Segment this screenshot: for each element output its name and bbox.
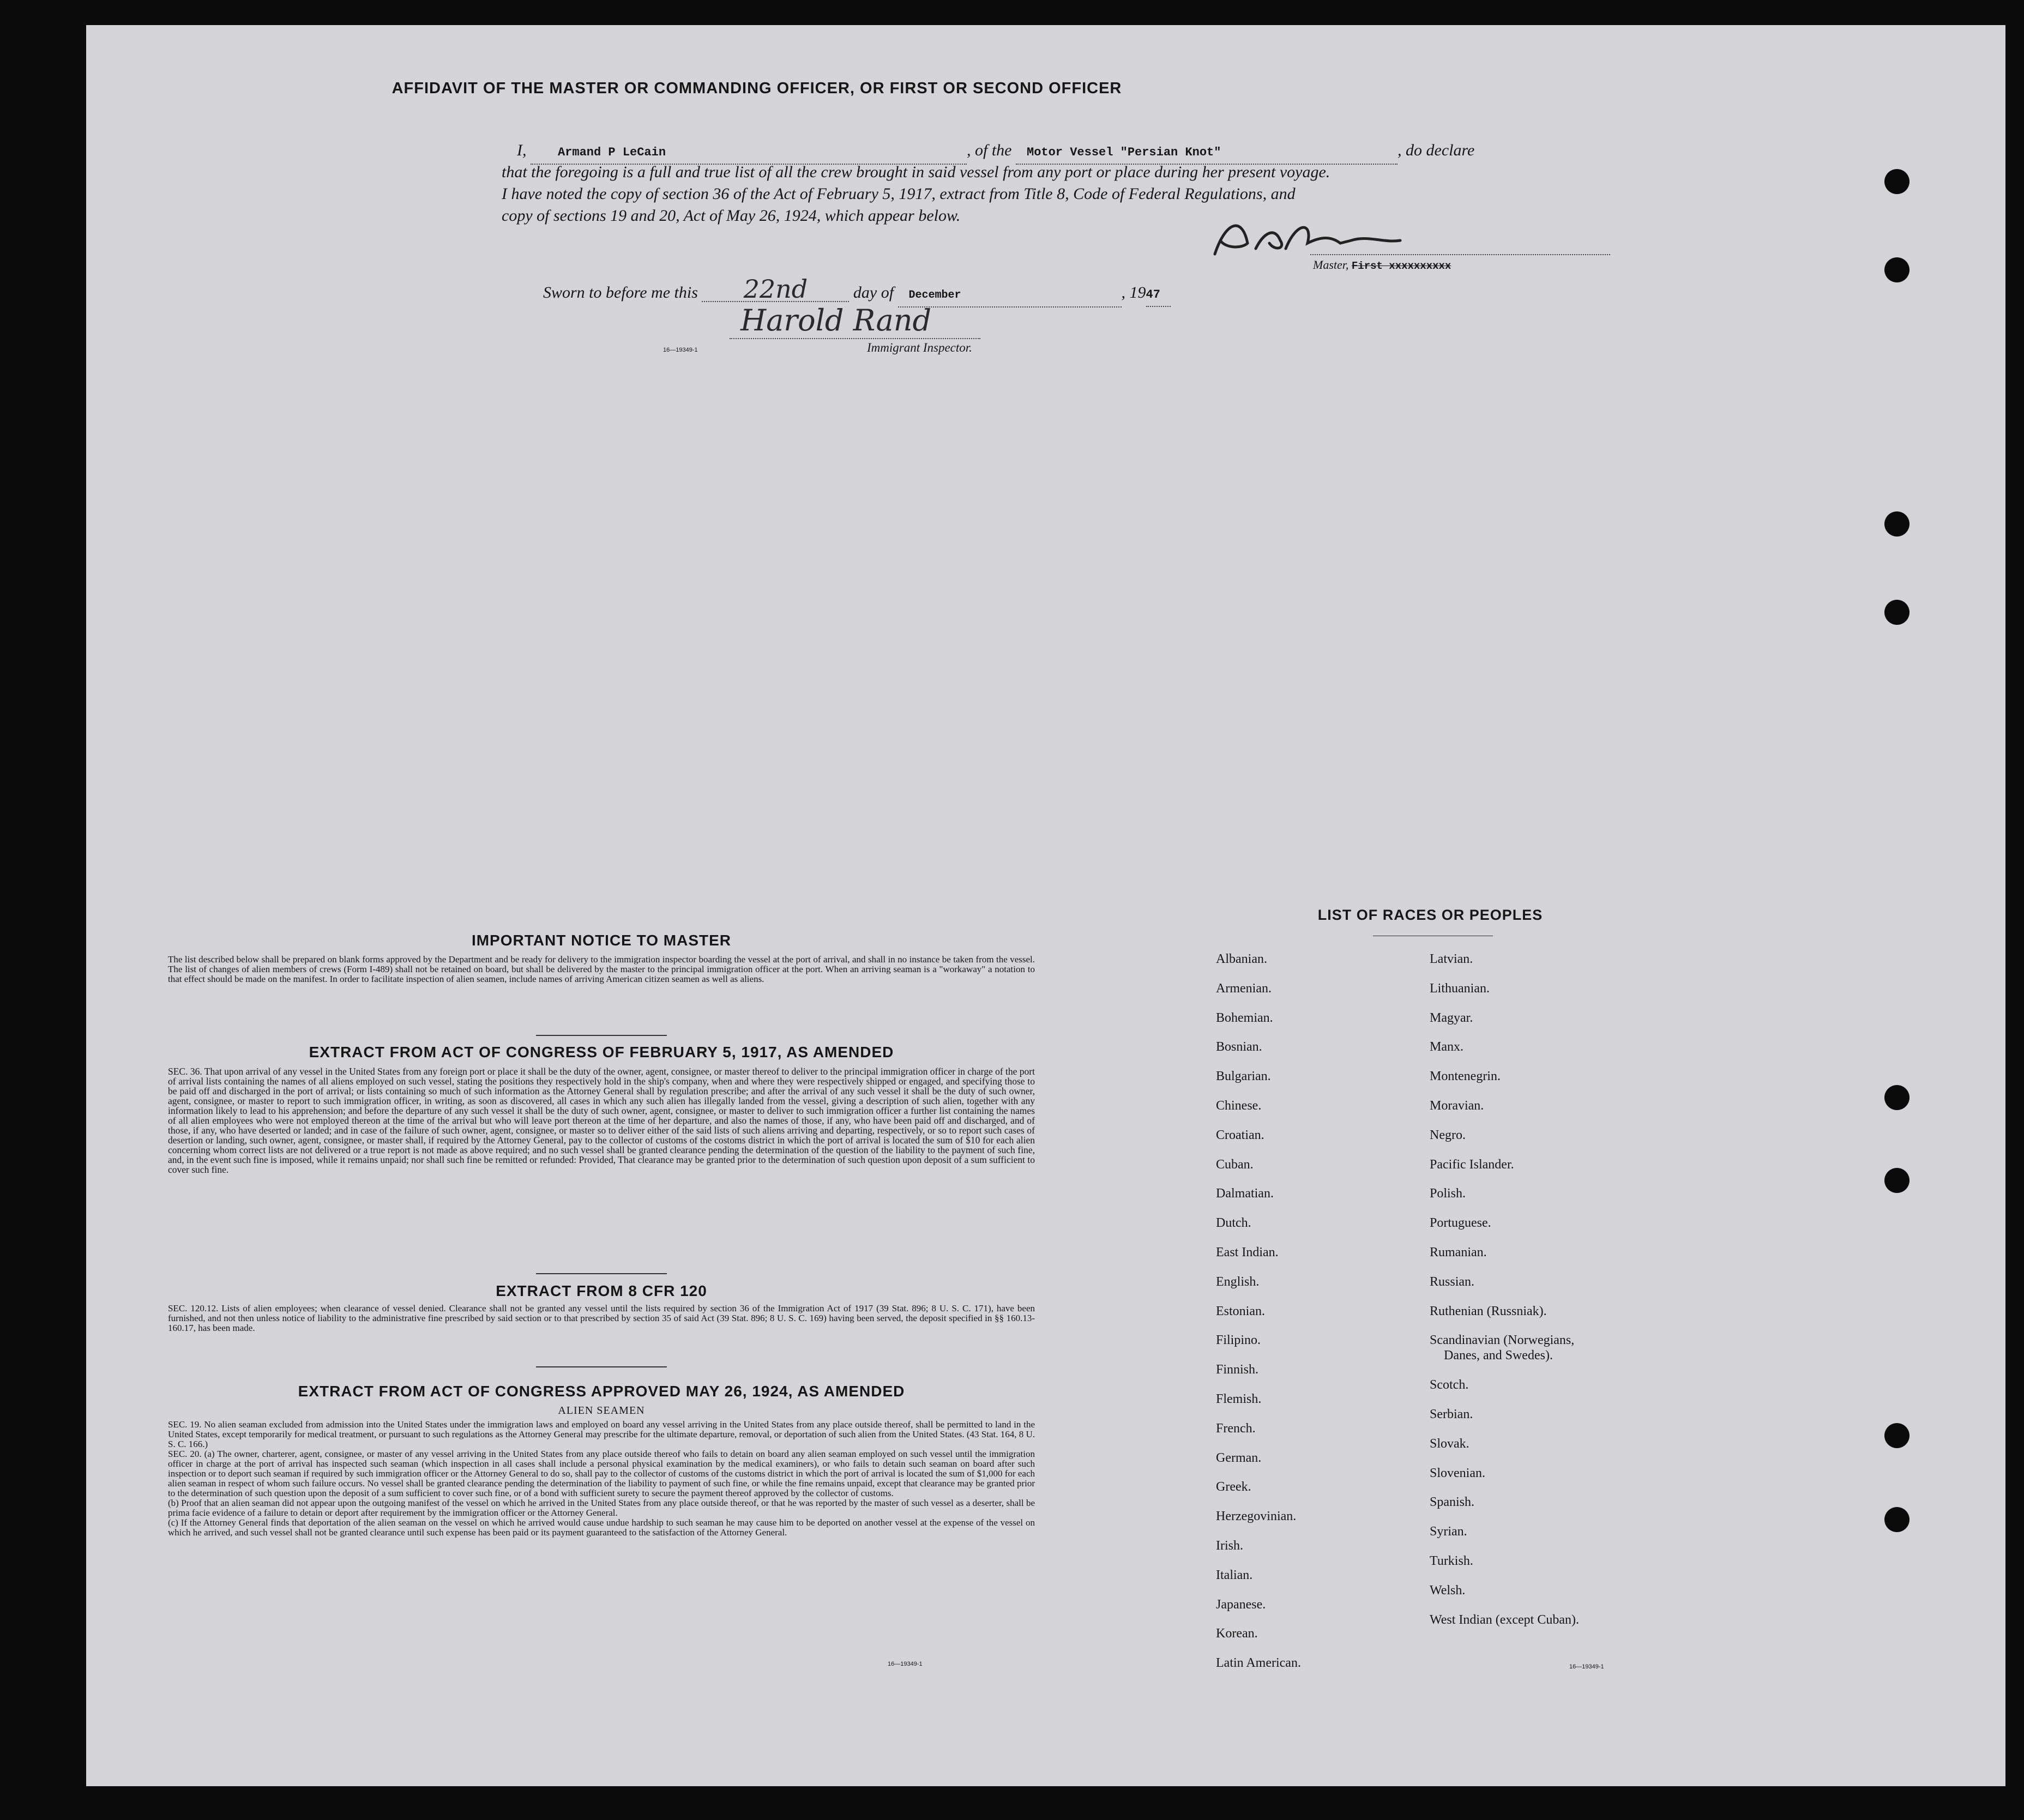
master-label: Master, (1313, 258, 1349, 272)
affidavit-form-number: 16—19349-1 (663, 347, 698, 353)
race-item: Irish. (1216, 1539, 1243, 1553)
race-item: Serbian. (1430, 1407, 1473, 1421)
race-item: Estonian. (1216, 1304, 1265, 1318)
affidavit-line-4: copy of sections 19 and 20, Act of May 26, 1924, which appear below. (502, 207, 961, 225)
extract-1917-body: SEC. 36. That upon arrival of any vessel in the United States from any foreign port or place it shall be the duty of the owner, agent, consignee, or master thereof to deliver to the principal immigration officer in charge of the port of arrival lists containing the names of all aliens employed on such vessel, stating the positions they respectively hold in the ship's company, when and where they were respectively shipped or engaged, and specifying those to be paid off and discharged in the port of arrival; or lists containing so much of such information as the Attorney General shall by regulation prescribe; and after the arrival of any such vessel it shall be the duty of such owner, agent, consignee, or master to report to such immigration officer, in writing, as soon as discovered, all cases in which any such alien has illegally landed from the vessel, giving a description of such alien, together with any information likely to lead to his apprehension; and before the departure of any such vessel it shall be the duty of such owner, agent, consignee, or master to deliver to such immigration officer a further list containing the names of all alien employees who were not employed thereon at the time of the arrival but who will leave port thereon at the time of her departure, and also the names of those, if any, who have been paid off and discharged, and of those, if any, who have deserted or landed; and in case of the failure of such owner, agent, consignee, or master so to deliver either of the said lists of such aliens arriving and departing, respectively, or so to report such cases of desertion or landing, such owner, agent, consignee, or master shall, if required by the Attorney General, pay to the collector of customs of the costoms district in which the port of arrival is located the sum of $10 for each alien concerning whom correct lists are not delivered or a true report is not made as above required; and no such vessel shall be granted clearance pending the determination of the question of the liability to the payment of such fine, and, in the event such fine is imposed, while it remains unpaid; nor shall such fine be remitted or refunded: Provided, That clearance may be granted prior to the determination of such question upon deposit of a sum sufficient to cover such fine. (168, 1066, 1035, 1175)
sec-20a-text: SEC. 20. (a) The owner, charterer, agent, consignee, or master of any vessel arriving in the United States from any place outside thereof who fails to detain on board any alien seaman employed on such vessel until the immigration officer in charge at the port of arrival has inspected such seaman (which inspection in all cases shall include a personal physical examination by the medical examiners), or who fails to detain such seaman on board after such inspection or to deport such seaman if required by such immigration officer or the Attorney General to do so, shall pay to the collector of customs of the customs district in which the port of arrival is located the sum of $1,000 for each alien seaman in respect of whom such failure occurs. No vessel shall be granted clearance pending the determination of the liability to payment of such fine, or while the fine remains unpaid, except that clearance may be granted prior to the determination of such question upon the deposit of a sum sufficient to cover such fine, or of a bond with sufficient surety to secure the payment thereof approved by the collector of customs. (168, 1449, 1035, 1498)
day-of-label: day of (853, 284, 894, 302)
i-label: I, (517, 141, 527, 159)
notice-body: The list described below shall be prepared on blank forms approved by the Department and be ready for delivery to the immigration inspector boarding the vessel at the port of arrival, and shall in no instance be taken from the vessel. The list of changes of alien members of crews (Form I-489) shall not be retained on board, but shall be delivered by the master to the principal immigration officer at the port. When an arriving seaman is a "workaway" a notation to that effect should be made on the manifest. In order to facilitate inspection of alien seamen, include names of arriving American citizen seamen as well as aliens. (168, 954, 1035, 984)
race-item: Filipino. (1216, 1333, 1261, 1348)
race-item: Montenegrin. (1430, 1069, 1501, 1084)
extract-1917-title: EXTRACT FROM ACT OF CONGRESS OF FEBRUARY 5, 1917, AS AMENDED (309, 1044, 894, 1060)
affidavit-line-2: that the foregoing is a full and true list of all the crew brought in said vessel from any port or place during her present voyage. (502, 163, 1330, 181)
of-the-label: , of the (967, 141, 1012, 159)
binder-hole (1884, 511, 1909, 537)
race-item: Magyar. (1430, 1010, 1473, 1025)
master-title-row (1313, 254, 1451, 277)
struck-officer-title: First xxxxxxxxxx (1351, 260, 1451, 272)
race-item: Scotch. (1430, 1378, 1469, 1393)
race-item: Slovenian. (1430, 1466, 1485, 1480)
race-item: Italian. (1216, 1568, 1253, 1582)
race-item: Croatian. (1216, 1128, 1264, 1142)
sworn-day-field: 22nd (702, 277, 849, 302)
race-item: Ruthenian (Russniak). (1430, 1304, 1547, 1318)
races-form-number: 16—19349-1 (1569, 1664, 1604, 1670)
race-item: Bosnian. (1216, 1040, 1262, 1054)
race-item: Cuban. (1216, 1157, 1254, 1172)
race-item: Slovak. (1430, 1436, 1469, 1451)
race-item: Manx. (1430, 1040, 1463, 1054)
race-item: Welsh. (1430, 1583, 1466, 1598)
alien-seamen-subtitle: ALIEN SEAMEN (558, 1405, 645, 1417)
race-item: Polish. (1430, 1186, 1466, 1201)
race-item: Dutch. (1216, 1216, 1251, 1231)
extract-form-number: 16—19349-1 (888, 1661, 923, 1667)
binder-hole (1884, 1085, 1909, 1110)
race-item: East Indian. (1216, 1245, 1279, 1259)
binder-hole (1884, 1423, 1909, 1448)
race-item: Latin American. (1216, 1656, 1301, 1671)
affidavit-title: AFFIDAVIT OF THE MASTER OR COMMANDING OFFICER, OR FIRST OR SECOND OFFICER (391, 80, 1122, 97)
inspector-label: Immigrant Inspector. (867, 341, 972, 354)
race-item: Turkish. (1430, 1554, 1473, 1568)
affidavit-line-3: I have noted the copy of section 36 of the Act of February 5, 1917, extract from Title 8, Code of Federal Regulations, and (502, 185, 1296, 203)
race-item: Flemish. (1216, 1392, 1262, 1406)
race-item: Portuguese. (1430, 1216, 1491, 1231)
do-declare-label: , do declare (1397, 141, 1475, 159)
sec-19-text: SEC. 19. No alien seaman excluded from admission into the United States under the immigration laws and employed on board any vessel arriving in the United States from any place outside thereof, shall be permitted to land in the United States, except temporarily for medical treatment, or pursuant to such regulations as the Attorney General may prescribe for the ultimate departure, removal, or deportation of such alien from the United States. (43 Stat. 164, 8 U. S. C. 166.) (168, 1419, 1035, 1449)
master-name-field: Armand P LeCain (531, 142, 967, 165)
race-item: Syrian. (1430, 1524, 1467, 1539)
binder-hole (1884, 1507, 1909, 1532)
divider (536, 1035, 667, 1036)
race-item: Armenian. (1216, 981, 1272, 996)
document-page (86, 25, 2005, 1786)
vessel-name-field: Motor Vessel "Persian Knot" (1016, 142, 1397, 165)
race-item: Greek. (1216, 1480, 1251, 1494)
race-item: Lithuanian. (1430, 981, 1490, 996)
race-item: West Indian (except Cuban). (1430, 1612, 1579, 1627)
race-item: Latvian. (1430, 952, 1473, 966)
sworn-month-field: December (898, 285, 1122, 308)
inspector-signature: Harold Rand (740, 303, 932, 338)
race-item: Korean. (1216, 1626, 1258, 1641)
extract-1924-title: EXTRACT FROM ACT OF CONGRESS APPROVED MAY 26, 1924, AS AMENDED (298, 1383, 905, 1400)
races-title: LIST OF RACES OR PEOPLES (1317, 907, 1543, 923)
race-item: Rumanian. (1430, 1245, 1487, 1259)
binder-hole (1884, 1168, 1909, 1193)
race-item: Japanese. (1216, 1597, 1266, 1612)
race-item: French. (1216, 1421, 1256, 1436)
race-item: Scandinavian (Norwegians, (1430, 1333, 1575, 1348)
race-item: Finnish. (1216, 1363, 1259, 1377)
extract-1924-sec19 (168, 1420, 1035, 1538)
binder-hole (1884, 600, 1909, 625)
race-item: Moravian. (1430, 1099, 1484, 1113)
race-item: Pacific Islander. (1430, 1157, 1514, 1172)
race-item: Dalmatian. (1216, 1186, 1274, 1201)
race-item: Herzegovinian. (1216, 1509, 1297, 1524)
extract-cfr-title: EXTRACT FROM 8 CFR 120 (496, 1282, 707, 1299)
race-item: Negro. (1430, 1128, 1466, 1142)
race-item: English. (1216, 1274, 1260, 1289)
binder-hole (1884, 169, 1909, 194)
divider (536, 1366, 667, 1367)
race-item: Russian. (1430, 1274, 1475, 1289)
binder-hole (1884, 257, 1909, 282)
sworn-label: Sworn to before me this (543, 284, 698, 302)
extract-cfr-body: SEC. 120.12. Lists of alien employees; when clearance of vessel denied. Clearance shall not be granted any vessel until the lists required by section 36 of the Immigration Act of 1917 (39 Stat. 896; 8 U. S. C. 171), have been furnished, and not then unless notice of liability to the administrative fine prescribed by said section or to that prescribed by section 35 of said Act (39 Stat. 896; 8 U. S. C. 169) having been served, the deposit specified in §§ 160.13-160.17, has been made. (168, 1303, 1035, 1333)
notice-title: IMPORTANT NOTICE TO MASTER (471, 932, 732, 949)
sec-20c-text: (c) If the Attorney General finds that deportation of the alien seaman on the vessel on which he arrived would cause undue hardship to such seaman he may cause him to be deported on another vessel at the expense of the vessel on which he arrived, and such vessel shall not be granted clearance until such expense has been paid or its payment guaranteed to the satisfaction of the Attorney General. (168, 1517, 1035, 1538)
sworn-year-field: 47 (1146, 284, 1171, 307)
race-item: Chinese. (1216, 1099, 1262, 1113)
race-item: Bohemian. (1216, 1010, 1273, 1025)
race-item: German. (1216, 1450, 1262, 1465)
race-item: Bulgarian. (1216, 1069, 1271, 1084)
race-item: Danes, and Swedes). (1444, 1348, 1553, 1363)
divider (536, 1273, 667, 1274)
race-item: Spanish. (1430, 1495, 1475, 1510)
race-item: Albanian. (1216, 952, 1267, 966)
sec-20b-text: (b) Proof that an alien seaman did not appear upon the outgoing manifest of the vessel on which he arrived in the United States from any place outside thereof, or that he was reported by the master of such vessel as a deserter, shall be prima facie evidence of a failure to detain or deport after requirement by the immigration officer or the Attorney General. (168, 1498, 1035, 1518)
year-prefix: , 19 (1121, 284, 1146, 302)
